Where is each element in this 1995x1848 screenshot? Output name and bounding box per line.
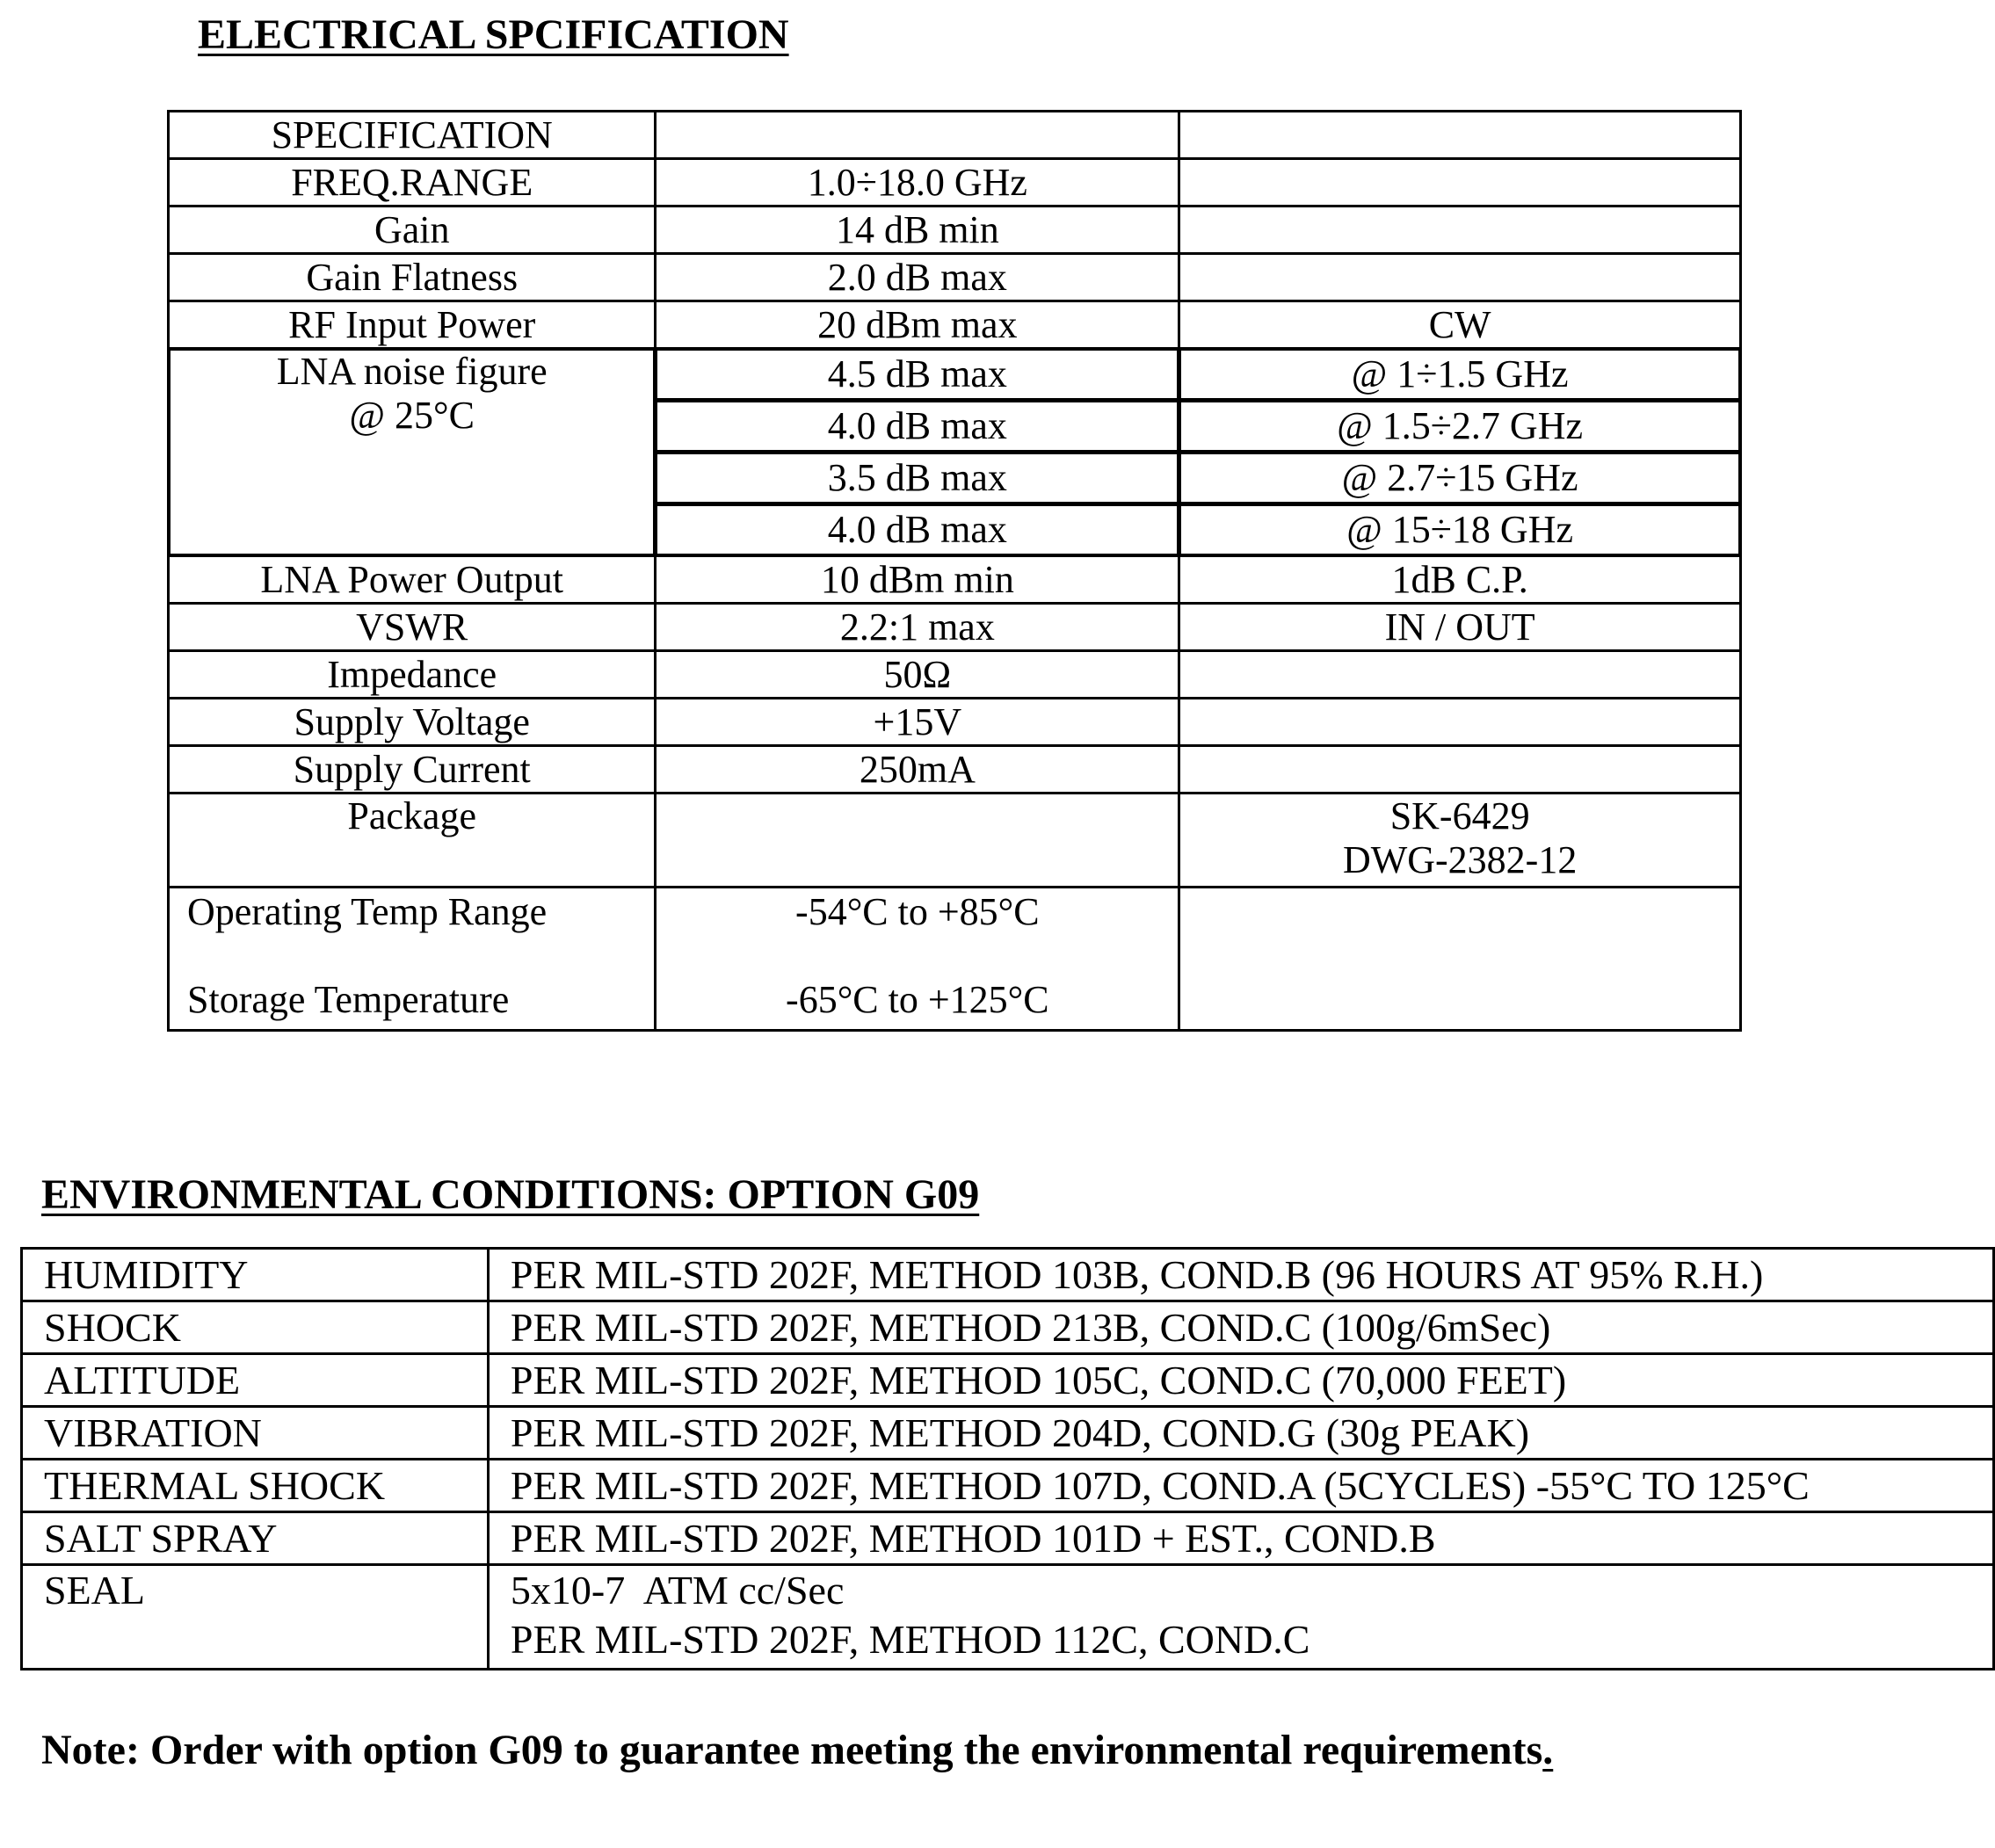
param-cell: Gain Flatness bbox=[169, 254, 656, 301]
value-cell: 4.0 dB max bbox=[656, 504, 1179, 556]
note-cell bbox=[1179, 207, 1741, 254]
spec-cell: PER MIL-STD 202F, METHOD 204D, COND.G (30g PEAK) bbox=[488, 1407, 1993, 1460]
header-cell: SPECIFICATION bbox=[169, 112, 656, 159]
electrical-spec-title: ELECTRICAL SPCIFICATION bbox=[198, 11, 789, 58]
value-cell: +15V bbox=[656, 699, 1179, 746]
noise-figure-label: LNA noise figure bbox=[276, 350, 548, 393]
value-cell bbox=[656, 794, 1179, 888]
table-row bbox=[169, 349, 1741, 401]
value-cell: 14 dB min bbox=[656, 207, 1179, 254]
note-cell bbox=[1179, 699, 1741, 746]
test-cell: SEAL bbox=[22, 1565, 489, 1670]
value-cell: 4.0 dB max bbox=[656, 401, 1179, 453]
spec-cell: PER MIL-STD 202F, METHOD 103B, COND.B (96 HOURS AT 95% R.H.) bbox=[488, 1249, 1993, 1301]
noise-figure-temp: @ 25°C bbox=[349, 394, 475, 437]
param-cell: Supply Current bbox=[169, 746, 656, 794]
table-row bbox=[169, 794, 1741, 888]
test-cell: SHOCK bbox=[22, 1301, 489, 1354]
table-row bbox=[22, 1407, 1994, 1460]
test-cell: THERMAL SHOCK bbox=[22, 1460, 489, 1512]
package-code: SK-6429 bbox=[1389, 794, 1530, 837]
table-row bbox=[22, 1512, 1994, 1565]
param-cell: Impedance bbox=[169, 651, 656, 699]
storage-temp-value: -65°C to +125°C bbox=[786, 978, 1049, 1021]
header-cell bbox=[1179, 112, 1741, 159]
note-cell bbox=[1179, 254, 1741, 301]
value-cell: 3.5 dB max bbox=[656, 453, 1179, 504]
temp-param-cell bbox=[169, 888, 656, 1031]
header-cell bbox=[656, 112, 1179, 159]
order-note-period: . bbox=[1542, 1727, 1554, 1773]
temp-value-cell bbox=[656, 888, 1179, 1031]
note-cell: IN / OUT bbox=[1179, 604, 1741, 651]
param-cell: LNA Power Output bbox=[169, 556, 656, 604]
table-row bbox=[169, 301, 1741, 349]
spec-cell: PER MIL-STD 202F, METHOD 107D, COND.A (5CYCLES) -55°C TO 125°C bbox=[488, 1460, 1993, 1512]
test-cell: HUMIDITY bbox=[22, 1249, 489, 1301]
environmental-table bbox=[20, 1247, 1995, 1670]
table-row bbox=[22, 1565, 1994, 1670]
storage-temp-label: Storage Temperature bbox=[187, 978, 510, 1021]
value-cell: 20 dBm max bbox=[656, 301, 1179, 349]
table-row bbox=[169, 651, 1741, 699]
param-cell: Supply Voltage bbox=[169, 699, 656, 746]
value-cell: 4.5 dB max bbox=[656, 349, 1179, 401]
table-row bbox=[169, 254, 1741, 301]
note-cell: @ 1.5÷2.7 GHz bbox=[1179, 401, 1741, 453]
table-row bbox=[169, 888, 1741, 1031]
seal-spec-cell bbox=[488, 1565, 1993, 1670]
value-cell: 250mA bbox=[656, 746, 1179, 794]
note-cell bbox=[1179, 888, 1741, 1031]
note-cell: @ 15÷18 GHz bbox=[1179, 504, 1741, 556]
table-row bbox=[169, 556, 1741, 604]
operating-temp-value: -54°C to +85°C bbox=[795, 890, 1040, 933]
param-cell: FREQ.RANGE bbox=[169, 159, 656, 207]
spec-cell: PER MIL-STD 202F, METHOD 105C, COND.C (70,000 FEET) bbox=[488, 1354, 1993, 1407]
value-cell: 1.0÷18.0 GHz bbox=[656, 159, 1179, 207]
table-row bbox=[22, 1460, 1994, 1512]
seal-leak-rate: 5x10-7 ATM cc/Sec bbox=[510, 1568, 845, 1612]
value-cell: 10 dBm min bbox=[656, 556, 1179, 604]
note-cell: 1dB C.P. bbox=[1179, 556, 1741, 604]
note-cell bbox=[1179, 159, 1741, 207]
environmental-title: ENVIRONMENTAL CONDITIONS: OPTION G09 bbox=[41, 1171, 980, 1218]
order-note-text: Note: Order with option G09 to guarantee meeting the environmental requirements bbox=[41, 1727, 1543, 1773]
test-cell: SALT SPRAY bbox=[22, 1512, 489, 1565]
test-cell: VIBRATION bbox=[22, 1407, 489, 1460]
note-cell bbox=[1179, 651, 1741, 699]
seal-method: PER MIL-STD 202F, METHOD 112C, COND.C bbox=[510, 1617, 1310, 1662]
note-cell: @ 2.7÷15 GHz bbox=[1179, 453, 1741, 504]
spec-cell: PER MIL-STD 202F, METHOD 213B, COND.C (100g/6mSec) bbox=[488, 1301, 1993, 1354]
param-cell: Package bbox=[169, 794, 656, 888]
table-row bbox=[22, 1301, 1994, 1354]
package-drawing: DWG-2382-12 bbox=[1342, 838, 1578, 881]
table-row bbox=[22, 1354, 1994, 1407]
value-cell: 50Ω bbox=[656, 651, 1179, 699]
table-row bbox=[169, 746, 1741, 794]
table-row bbox=[169, 699, 1741, 746]
noise-figure-param-cell bbox=[169, 349, 656, 556]
note-cell: CW bbox=[1179, 301, 1741, 349]
table-row bbox=[169, 207, 1741, 254]
note-cell bbox=[1179, 746, 1741, 794]
param-cell: VSWR bbox=[169, 604, 656, 651]
param-cell: RF Input Power bbox=[169, 301, 656, 349]
param-cell: Gain bbox=[169, 207, 656, 254]
table-header-row bbox=[169, 112, 1741, 159]
order-note bbox=[41, 1729, 1553, 1772]
value-cell: 2.0 dB max bbox=[656, 254, 1179, 301]
table-row bbox=[22, 1249, 1994, 1301]
operating-temp-label: Operating Temp Range bbox=[187, 890, 548, 933]
value-cell: 2.2:1 max bbox=[656, 604, 1179, 651]
spec-cell: PER MIL-STD 202F, METHOD 101D + EST., COND.B bbox=[488, 1512, 1993, 1565]
package-note-cell bbox=[1179, 794, 1741, 888]
test-cell: ALTITUDE bbox=[22, 1354, 489, 1407]
note-cell: @ 1÷1.5 GHz bbox=[1179, 349, 1741, 401]
table-row bbox=[169, 159, 1741, 207]
electrical-spec-table bbox=[167, 110, 1742, 1032]
table-row bbox=[169, 604, 1741, 651]
